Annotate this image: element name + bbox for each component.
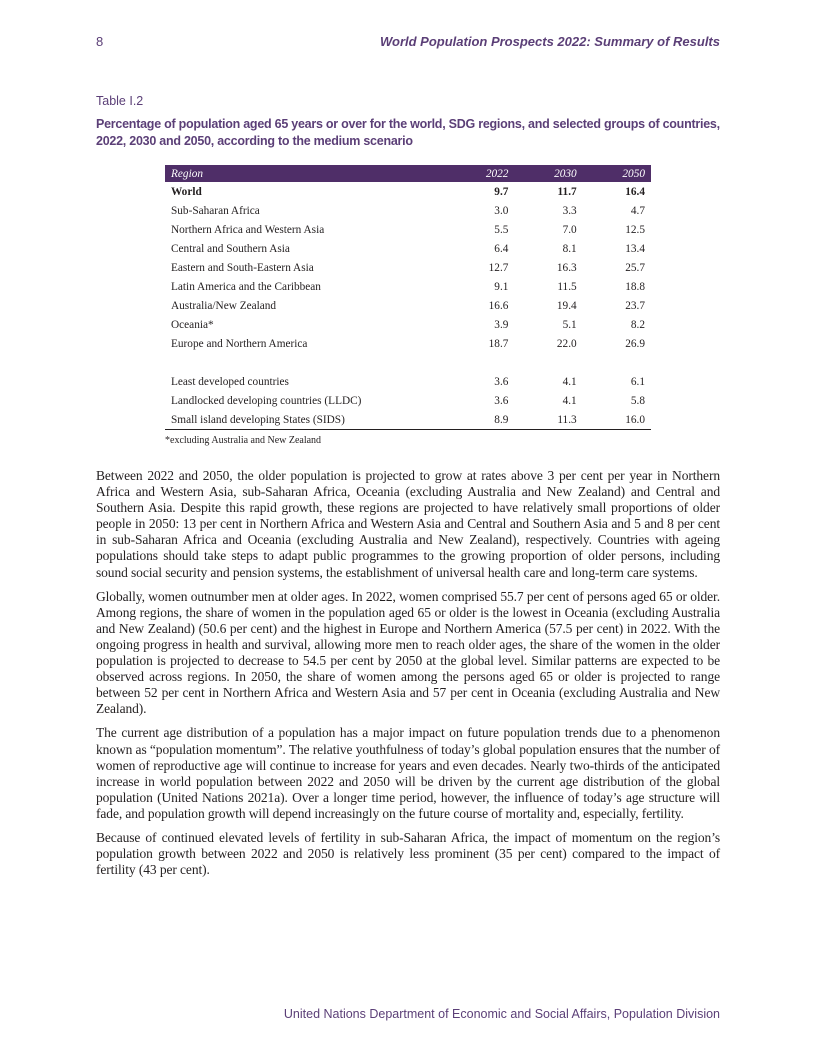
- table-row: [165, 239, 651, 258]
- value-2022-cell: 3.0: [494, 204, 509, 217]
- body-paragraph: Globally, women outnumber men at older ages. In 2022, women comprised 55.7 per cent of persons aged 65 or older. Among regions, the share of women in the population aged 65 or older is the lowest in Oceania (excluding Australia and New Zealand) (50.6 per cent) and the highest in Europe and Northern America (57.5 per cent) in 2022. With the ongoing progress in health and survival, allowing more men to reach older ages, the share of the women in the older population is projected to decrease to 54.5 per cent by 2050 at the global level. Similar patterns are expected to be observed across regions. In 2050, the share of women among the persons aged 65 or older is projected to range between 52 per cent in Northern Africa and Western Asia and 57 per cent in Oceania (excluding Australia and New Zealand).: [96, 588, 720, 717]
- value-2022-cell: 3.6: [494, 394, 509, 407]
- column-header-region: Region: [165, 165, 446, 182]
- table-row: [165, 220, 651, 239]
- value-2030-cell: 3.3: [562, 204, 577, 217]
- region-cell: Europe and Northern America: [171, 337, 308, 350]
- page-number: 8: [96, 34, 104, 49]
- value-2050-cell: 26.9: [625, 337, 645, 350]
- region-cell: Eastern and South-Eastern Asia: [171, 261, 314, 274]
- table-row: [165, 372, 651, 391]
- table-label: Table I.2: [96, 94, 144, 108]
- region-cell: Northern Africa and Western Asia: [171, 223, 325, 236]
- value-2022-cell: 3.6: [494, 375, 509, 388]
- table-row: [165, 296, 651, 315]
- value-2022-cell: 9.7: [494, 185, 509, 198]
- table-title: Percentage of population aged 65 years or over for the world, SDG regions, and selected groups of countries, 2022, 2030 and 2050, according to the medium scenario: [96, 117, 720, 148]
- region-cell: Latin America and the Caribbean: [171, 280, 321, 293]
- region-cell: Small island developing States (SIDS): [165, 410, 446, 430]
- value-2030-cell: 11.5: [557, 280, 577, 293]
- column-header-2050: 2050: [583, 165, 651, 182]
- table-row: [165, 391, 651, 410]
- value-2030-cell: 8.1: [562, 242, 577, 255]
- value-2030-cell: 19.4: [556, 299, 577, 312]
- value-2030-cell: 4.1: [562, 394, 577, 407]
- table-spacer-row: [165, 353, 651, 372]
- value-2030-cell: 7.0: [562, 223, 577, 236]
- page-footer: United Nations Department of Economic and Social Affairs, Population Division: [283, 1007, 720, 1021]
- running-header-title: World Population Prospects 2022: Summary of Results: [379, 34, 720, 49]
- value-2050-cell: 6.1: [630, 375, 645, 388]
- column-header-2030: 2030: [514, 165, 582, 182]
- table-footnote: *excluding Australia and New Zealand: [165, 435, 322, 446]
- value-2050-cell: 18.8: [625, 280, 645, 293]
- table-header-row: [165, 165, 651, 182]
- region-cell: Central and Southern Asia: [171, 242, 290, 255]
- value-2050-cell: 8.2: [630, 318, 645, 331]
- value-2050-cell: 23.7: [625, 299, 645, 312]
- body-paragraph: Between 2022 and 2050, the older population is projected to grow at rates above 3 per cent per year in Northern Africa and Western Asia, sub-Saharan Africa, Oceania (excluding Australia and New Zealand) and Central and Southern Asia. Despite this rapid growth, these regions are projected to have relatively small proportions of older people in 2050: 13 per cent in Northern Africa and Western Asia and Central and Southern Asia and 5 and 8 per cent in sub-Saharan Africa and Oceania (excluding Australia and New Zealand), respectively. Countries with ageing populations should take steps to adapt public programmes to the growing proportion of older persons, including sound social security and pension systems, the establishment of universal health care and long-term care systems.: [96, 468, 720, 580]
- region-cell: Australia/New Zealand: [171, 299, 277, 312]
- value-2050-cell: 5.8: [630, 394, 645, 407]
- value-2030-cell: 11.3: [514, 410, 582, 430]
- table-row: [165, 334, 651, 353]
- table-row: [165, 315, 651, 334]
- value-2022-cell: 5.5: [494, 223, 509, 236]
- value-2022-cell: 6.4: [494, 242, 509, 255]
- value-2030-cell: 22.0: [556, 337, 577, 350]
- value-2030-cell: 11.7: [557, 185, 577, 198]
- value-2050-cell: 12.5: [625, 223, 645, 236]
- body-paragraph: The current age distribution of a population has a major impact on future population trends due to a phenomenon known as “population momentum”. The relative youthfulness of today’s global population ensures that the number of women of reproductive age will continue to increase for years and even decades. Nearly two-thirds of the anticipated increase in world population between 2022 and 2050 will be driven by the current age distribution of the global population (United Nations 2021a). Over a longer time period, however, the influence of today’s age structure will fade, and population growth will depend increasingly on the future course of mortality and, especially, fertility.: [96, 725, 720, 821]
- table-row: [165, 201, 651, 220]
- data-table: [165, 165, 651, 430]
- value-2022-cell: 18.7: [488, 337, 509, 350]
- column-header-2022: 2022: [446, 165, 514, 182]
- region-cell: Landlocked developing countries (LLDC): [171, 394, 362, 407]
- table-row: [165, 410, 651, 430]
- region-cell: Oceania*: [171, 318, 214, 331]
- value-2050-cell: 16.0: [583, 410, 651, 430]
- value-2050-cell: 4.7: [630, 204, 645, 217]
- body-text: [96, 468, 720, 886]
- value-2022-cell: 3.9: [494, 318, 509, 331]
- spacer-cell: [165, 353, 651, 372]
- value-2022-cell: 12.7: [488, 261, 509, 274]
- value-2022-cell: 16.6: [488, 299, 509, 312]
- value-2022-cell: 8.9: [446, 410, 514, 430]
- value-2050-cell: 16.4: [625, 185, 645, 198]
- region-cell: Sub-Saharan Africa: [171, 204, 260, 217]
- value-2030-cell: 16.3: [556, 261, 577, 274]
- body-paragraph: Because of continued elevated levels of fertility in sub-Saharan Africa, the impact of momentum on the region’s population growth between 2022 and 2050 is relatively less prominent (35 per cent) compared to the impact of fertility (43 per cent).: [96, 829, 720, 878]
- table-row: [165, 182, 651, 201]
- value-2050-cell: 25.7: [625, 261, 645, 274]
- table-row: [165, 277, 651, 296]
- value-2022-cell: 9.1: [494, 280, 509, 293]
- table-row: [165, 258, 651, 277]
- value-2030-cell: 5.1: [562, 318, 577, 331]
- value-2030-cell: 4.1: [562, 375, 577, 388]
- value-2050-cell: 13.4: [625, 242, 645, 255]
- region-cell: World: [171, 185, 202, 198]
- region-cell: Least developed countries: [171, 375, 289, 388]
